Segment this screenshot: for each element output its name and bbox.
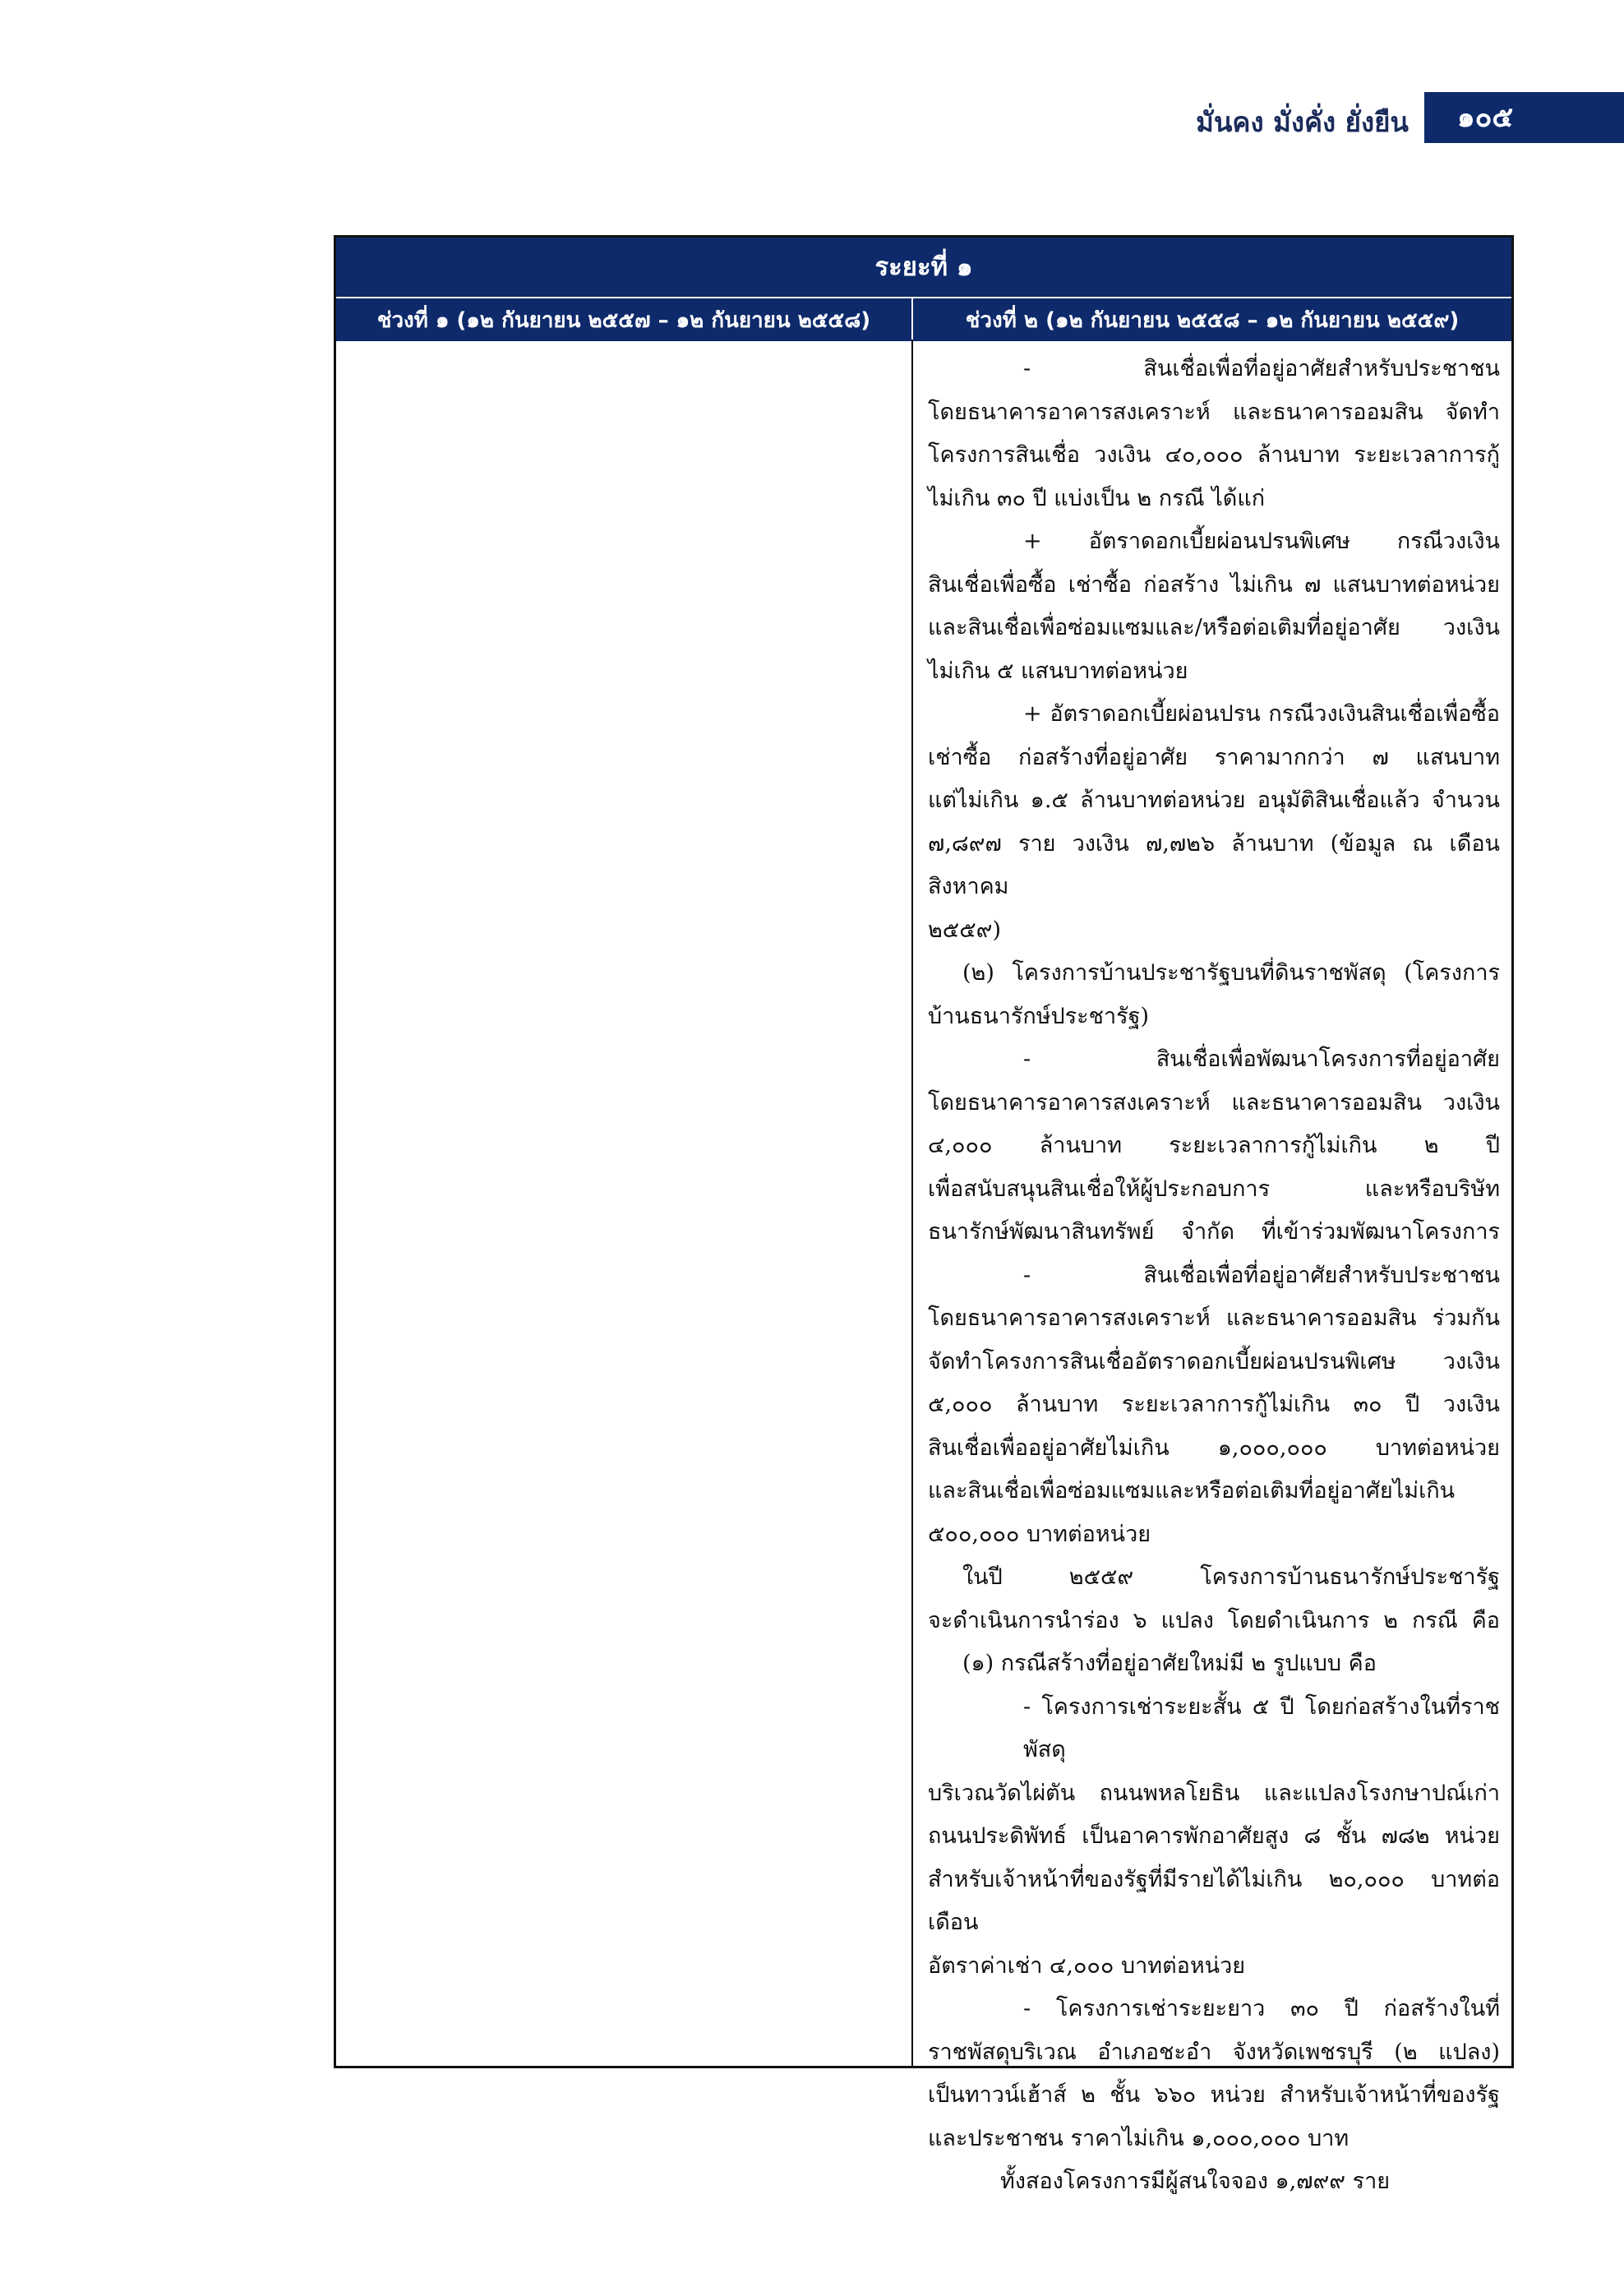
text-line: โดยธนาคารอาคารสงเคราะห์ และธนาคารออมสิน จัดทำ: [928, 399, 1500, 425]
text-line: ไม่เกิน ๓๐ ปี แบ่งเป็น ๒ กรณี ได้แก่: [928, 485, 1266, 511]
text-line: ในปี ๒๕๕๙ โครงการบ้านธนารักษ์ประชารัฐ: [962, 1564, 1500, 1590]
text-line: - โครงการเช่าระยะยาว ๓๐ ปี ก่อสร้างในที่: [1023, 1996, 1500, 2021]
plan-table: [334, 235, 1514, 2194]
table-body: [336, 340, 1511, 2194]
text-line: ๕,๐๐๐ ล้านบาท ระยะเวลาการกู้ไม่เกิน ๓๐ ปี วงเงิน: [928, 1392, 1500, 1417]
text-line: ๒๕๕๙): [928, 917, 1001, 943]
text-line: ๗,๘๙๗ ราย วงเงิน ๗,๗๒๖ ล้านบาท (ข้อมูล ณ เดือนสิงหาคม: [928, 830, 1500, 899]
running-header: [0, 92, 1624, 143]
text-line: และประชาชน ราคาไม่เกิน ๑,๐๐๐,๐๐๐ บาท: [928, 2125, 1349, 2151]
text-line: (๑) กรณีสร้างที่อยู่อาศัยใหม่มี ๒ รูปแบบ คือ: [962, 1651, 1377, 1676]
text-line: โครงการสินเชื่อ วงเงิน ๔๐,๐๐๐ ล้านบาท ระยะเวลาการกู้: [928, 442, 1500, 468]
running-title: มั่นคง มั่งคั่ง ยั่งยืน: [1196, 106, 1409, 138]
page-number-tab: ๑๐๕: [1424, 92, 1624, 143]
text-line: ถนนประดิพัทธ์ เป็นอาคารพักอาศัยสูง ๘ ชั้น ๗๘๒ หน่วย: [928, 1823, 1500, 1849]
text-line: ธนารักษ์พัฒนาสินทรัพย์ จำกัด ที่เข้าร่วมพัฒนาโครงการ: [928, 1219, 1500, 1245]
text-line: - สินเชื่อเพื่อที่อยู่อาศัยสำหรับประชาชน: [1023, 1262, 1500, 1288]
text-line: เป็นทาวน์เฮ้าส์ ๒ ชั้น ๖๖๐ หน่วย สำหรับเจ้าหน้าที่ของรัฐ: [928, 2082, 1500, 2108]
text-line: - โครงการเช่าระยะสั้น ๕ ปี โดยก่อสร้างในที่ราชพัสดุ: [1023, 1693, 1500, 1762]
period-1-cell: [336, 340, 913, 2066]
text-line: สินเชื่อเพื่ออยู่อาศัยไม่เกิน ๑,๐๐๐,๐๐๐ บาทต่อหน่วย: [928, 1434, 1500, 1461]
text-line: สำหรับเจ้าหน้าที่ของรัฐที่มีรายได้ไม่เกิน ๒๐,๐๐๐ บาทต่อเดือน: [928, 1866, 1500, 1935]
phase-title: ระยะที่ ๑: [336, 238, 1511, 298]
text-line: เพื่อสนับสนุนสินเชื่อให้ผู้ประกอบการ และหรือบริษัท: [928, 1176, 1500, 1202]
text-line: ทั้งสองโครงการมีผู้สนใจจอง ๑,๗๙๙ ราย: [1000, 2169, 1391, 2194]
text-line: - สินเชื่อเพื่อที่อยู่อาศัยสำหรับประชาชน: [1023, 356, 1500, 381]
text-line: ๔,๐๐๐ ล้านบาท ระยะเวลาการกู้ไม่เกิน ๒ ปี: [928, 1133, 1500, 1158]
column-header-period-1: ช่วงที่ ๑ (๑๒ กันยายน ๒๕๕๗ – ๑๒ กันยายน ๒๕๕๘): [336, 298, 913, 341]
text-line: โดยธนาคารอาคารสงเคราะห์ และธนาคารออมสิน วงเงิน: [928, 1089, 1500, 1116]
text-line: (๒) โครงการบ้านประชารัฐบนที่ดินราชพัสดุ (โครงการ: [962, 960, 1500, 986]
text-line: ราชพัสดุบริเวณ อำเภอชะอำ จังหวัดเพชรบุรี (๒ แปลง): [928, 2039, 1500, 2065]
text-line: ไม่เกิน ๕ แสนบาทต่อหน่วย: [928, 658, 1188, 684]
text-line: อัตราค่าเช่า ๔,๐๐๐ บาทต่อหน่วย: [928, 1952, 1246, 1979]
text-line: จะดำเนินการนำร่อง ๖ แปลง โดยดำเนินการ ๒ กรณี คือ: [928, 1607, 1500, 1633]
text-line: และสินเชื่อเพื่อซ่อมแซมและ/หรือต่อเติมที่อยู่อาศัย วงเงิน: [928, 615, 1500, 640]
column-header-row: [336, 298, 1511, 341]
text-line: + อัตราดอกเบี้ยผ่อนปรน กรณีวงเงินสินเชื่อเพื่อซื้อ: [1023, 701, 1500, 727]
period-2-cell: [913, 340, 1511, 2194]
text-line: โดยธนาคารอาคารสงเคราะห์ และธนาคารออมสิน ร่วมกัน: [928, 1305, 1500, 1331]
text-line: สินเชื่อเพื่อซื้อ เช่าซื้อ ก่อสร้าง ไม่เกิน ๗ แสนบาทต่อหน่วย: [928, 571, 1500, 598]
text-line: บ้านธนารักษ์ประชารัฐ): [928, 1003, 1150, 1029]
text-line: และสินเชื่อเพื่อซ่อมแซมและหรือต่อเติมที่อยู่อาศัยไม่เกิน: [928, 1478, 1456, 1504]
text-line: + อัตราดอกเบี้ยผ่อนปรนพิเศษ กรณีวงเงิน: [1023, 529, 1500, 554]
text-line: - สินเชื่อเพื่อพัฒนาโครงการที่อยู่อาศัย: [1023, 1046, 1500, 1072]
text-line: จัดทำโครงการสินเชื่ออัตราดอกเบี้ยผ่อนปรนพิเศษ วงเงิน: [928, 1348, 1500, 1374]
text-line: ๕๐๐,๐๐๐ บาทต่อหน่วย: [928, 1521, 1151, 1547]
column-header-period-2: ช่วงที่ ๒ (๑๒ กันยายน ๒๕๕๘ – ๑๒ กันยายน ๒๕๕๙): [965, 307, 1460, 333]
text-line: เช่าซื้อ ก่อสร้างที่อยู่อาศัย ราคามากกว่า ๗ แสนบาท: [928, 744, 1500, 770]
text-line: แต่ไม่เกิน ๑.๕ ล้านบาทต่อหน่วย อนุมัติสินเชื่อแล้ว จำนวน: [928, 788, 1500, 813]
text-line: บริเวณวัดไผ่ตัน ถนนพหลโยธิน และแปลงโรงกษาปณ์เก่า: [928, 1780, 1500, 1806]
